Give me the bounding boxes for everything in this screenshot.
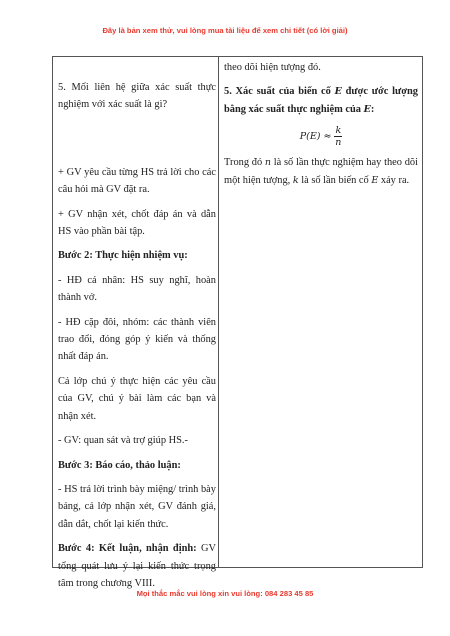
column-divider <box>218 57 219 567</box>
step3-title: Bước 3: Báo cáo, thảo luận: <box>58 459 181 471</box>
content-column <box>224 57 418 196</box>
preview-banner: Đây là bản xem thử, vui lòng mua tài liệu để xem chi tiết (có lời giải) <box>102 26 348 35</box>
heading-part-b: được ước lượng bằng xác suất thực nghiệm của <box>224 86 418 115</box>
heading-part-a: 5. Xác suất của biến cố <box>224 86 335 98</box>
expl-var-n: n <box>264 157 272 169</box>
step4-paragraph <box>58 540 216 592</box>
paragraph-individual: - HĐ cá nhân: HS suy nghĩ, hoàn thành vở. <box>58 274 216 304</box>
expl-part-3: là số lần biến cố <box>298 174 372 186</box>
formula-numerator: k <box>335 125 342 137</box>
right-line1: theo dõi hiện tượng đó. <box>224 62 321 73</box>
formula-fraction <box>334 125 342 148</box>
paragraph-gv-ask: + GV yêu cầu từng HS trả lời cho các câu hỏi mà GV đặt ra. <box>58 166 216 196</box>
explanation-text <box>224 154 418 189</box>
step2-title: Bước 2: Thực hiện nhiệm vụ: <box>58 250 188 262</box>
paragraph-report: - HS trả lời trình bày miệng/ trình bày bảng, cả lớp nhận xét, GV đánh giá, dẫn dắt, chốt lại kiến thức. <box>58 483 216 530</box>
expl-var-k: k <box>292 174 299 186</box>
paragraph-class: Cả lớp chú ý thực hiện các yêu cầu của GV, chú ý bài làm các bạn và nhận xét. <box>58 375 216 422</box>
step4-title: Bước 4: Kết luận, nhận định: <box>58 543 197 555</box>
expl-part-1: Trong đó <box>224 157 265 169</box>
formula-lhs: P(E) ≈ <box>299 131 335 143</box>
question-text: 5. Mối liên hệ giữa xác suất thực nghiệm với xác suất là gì? <box>58 82 216 111</box>
definition-heading <box>224 83 418 118</box>
heading-part-c: : <box>370 103 375 115</box>
lesson-table <box>52 56 423 589</box>
expl-var-e: E <box>371 174 379 186</box>
heading-var-e: E <box>334 86 342 98</box>
paragraph-gv-review: + GV nhận xét, chốt đáp án và dẫn HS vào phần bài tập. <box>58 208 216 238</box>
paragraph-gv-observe: - GV: quan sát và trợ giúp HS.- <box>58 435 188 447</box>
expl-part-2: là số lần thực nghiệm hay theo dõi một hiện tượng, <box>224 157 418 186</box>
expl-part-4: xảy ra. <box>378 174 410 186</box>
probability-formula <box>224 125 418 148</box>
teacher-activity-column <box>58 57 216 599</box>
contact-footer: Mọi thắc mắc vui lòng xin vui lòng: 084 283 45 85 <box>136 589 314 598</box>
formula-denominator: n <box>335 137 342 149</box>
heading-var-e2: E <box>363 103 371 115</box>
paragraph-pair-group: - HĐ cặp đôi, nhóm: các thành viên trao đổi, đóng góp ý kiến và thống nhất đáp án. <box>58 316 216 363</box>
step4-text: GV tổng quát lưu ý lại kiến thức trọng tâm trong chương VIII. <box>58 543 216 589</box>
